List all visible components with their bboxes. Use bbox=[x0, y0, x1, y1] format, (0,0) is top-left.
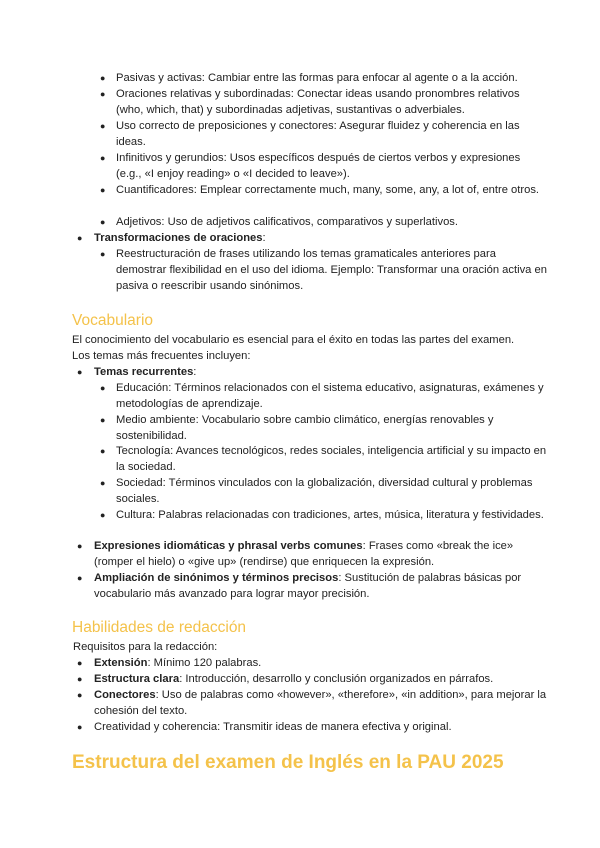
paragraph-intro: El conocimiento del vocabulario es esencial para el éxito en todas las partes del examen. Los temas más frecuentes incluyen: bbox=[72, 334, 515, 362]
paragraph-requisitos: Requisitos para la redacción: bbox=[73, 641, 218, 653]
bullet-icon: ● bbox=[100, 185, 106, 195]
list-item: ● Adjetivos: Uso de adjetivos calificativos, comparativos y superlativos. bbox=[100, 216, 458, 228]
bullet-icon: ● bbox=[100, 153, 106, 163]
list-item-ampliacion: ● Ampliación de sinónimos y términos precisos: Sustitución de palabras básicas por vocabulario más avanzado para lograr mayor precisión. bbox=[77, 572, 522, 600]
list-item: ● Pasivas y activas: Cambiar entre las formas para enfocar al agente o a la acción. bbox=[100, 72, 518, 84]
list-item: ● Sociedad: Términos vinculados con la globalización, diversidad cultural y problemas sociales. bbox=[100, 477, 533, 505]
bullet-icon: ● bbox=[100, 383, 106, 393]
bullet-icon: ● bbox=[100, 249, 106, 259]
section-heading-redaccion: Habilidades de redacción bbox=[72, 619, 247, 636]
list-item: ● Estructura clara: Introducción, desarrollo y conclusión organizados en párrafos. bbox=[77, 673, 494, 685]
bullet-icon: ● bbox=[77, 367, 83, 377]
bullet-icon: ● bbox=[100, 89, 106, 99]
section-title: Estructura del examen de Inglés en la PAU 2025 bbox=[72, 752, 504, 773]
list-item: ● Conectores: Uso de palabras como «however», «therefore», «in addition», para mejorar la cohesión del texto. bbox=[77, 689, 547, 717]
list-item: ● Creatividad y coherencia: Transmitir ideas de manera efectiva y original. bbox=[77, 721, 452, 733]
bullet-icon: ● bbox=[77, 233, 83, 243]
list-item: ● Reestructuración de frases utilizando los temas gramaticales anteriores para demostrar flexibilidad en el uso del idioma. Ejemplo: Transformar una oración activa en pasiva o reescribir usando sinónimos. bbox=[100, 248, 547, 292]
list-item: ● Educación: Términos relacionados con el sistema educativo, asignaturas, exámenes y metodologías de aprendizaje. bbox=[100, 382, 544, 410]
bullet-icon: ● bbox=[100, 415, 106, 425]
bullet-icon: ● bbox=[77, 722, 83, 732]
bullet-icon: ● bbox=[77, 541, 83, 551]
list-item: ● Infinitivos y gerundios: Usos específicos después de ciertos verbos y expresiones (e.g., «I enjoy reading» o «I decided to leave»). bbox=[100, 152, 521, 180]
list-item: ● Medio ambiente: Vocabulario sobre cambio climático, energías renovables y sostenibilidad. bbox=[100, 414, 494, 442]
section-heading-vocabulario: Vocabulario bbox=[72, 312, 154, 329]
list-item: ● Cultura: Palabras relacionadas con tradiciones, artes, música, literatura y festividades. bbox=[100, 509, 544, 521]
bullet-icon: ● bbox=[77, 658, 83, 668]
bullet-icon: ● bbox=[77, 690, 83, 700]
bullet-icon: ● bbox=[100, 478, 106, 488]
list-item: ● Uso correcto de preposiciones y conectores: Asegurar fluidez y coherencia en las ideas. bbox=[100, 120, 520, 148]
list-item-temas: ● Temas recurrentes: bbox=[77, 366, 197, 378]
list-item: ● Tecnología: Avances tecnológicos, redes sociales, inteligencia artificial y su impacto en la sociedad. bbox=[100, 445, 547, 473]
bullet-icon: ● bbox=[100, 121, 106, 131]
list-item-transformaciones: ● Transformaciones de oraciones: bbox=[77, 232, 266, 244]
list-item: ● Oraciones relativas y subordinadas: Conectar ideas usando pronombres relativos (who, which, that) y subordinadas adjetivas, sustantivas o adverbiales. bbox=[100, 88, 520, 116]
list-item-expresiones: ● Expresiones idiomáticas y phrasal verbs comunes: Frases como «break the ice» (romper el hielo) o «give up» (rendirse) que enriquecen la expresión. bbox=[77, 540, 514, 568]
bullet-icon: ● bbox=[100, 446, 106, 456]
list-item: ● Cuantificadores: Emplear correctamente much, many, some, any, a lot of, entre otros. bbox=[100, 184, 540, 196]
bullet-icon: ● bbox=[77, 573, 83, 583]
bullet-icon: ● bbox=[100, 510, 106, 520]
bullet-icon: ● bbox=[100, 217, 106, 227]
list-item: ● Extensión: Mínimo 120 palabras. bbox=[77, 657, 262, 669]
bullet-icon: ● bbox=[77, 674, 83, 684]
bullet-icon: ● bbox=[100, 73, 106, 83]
